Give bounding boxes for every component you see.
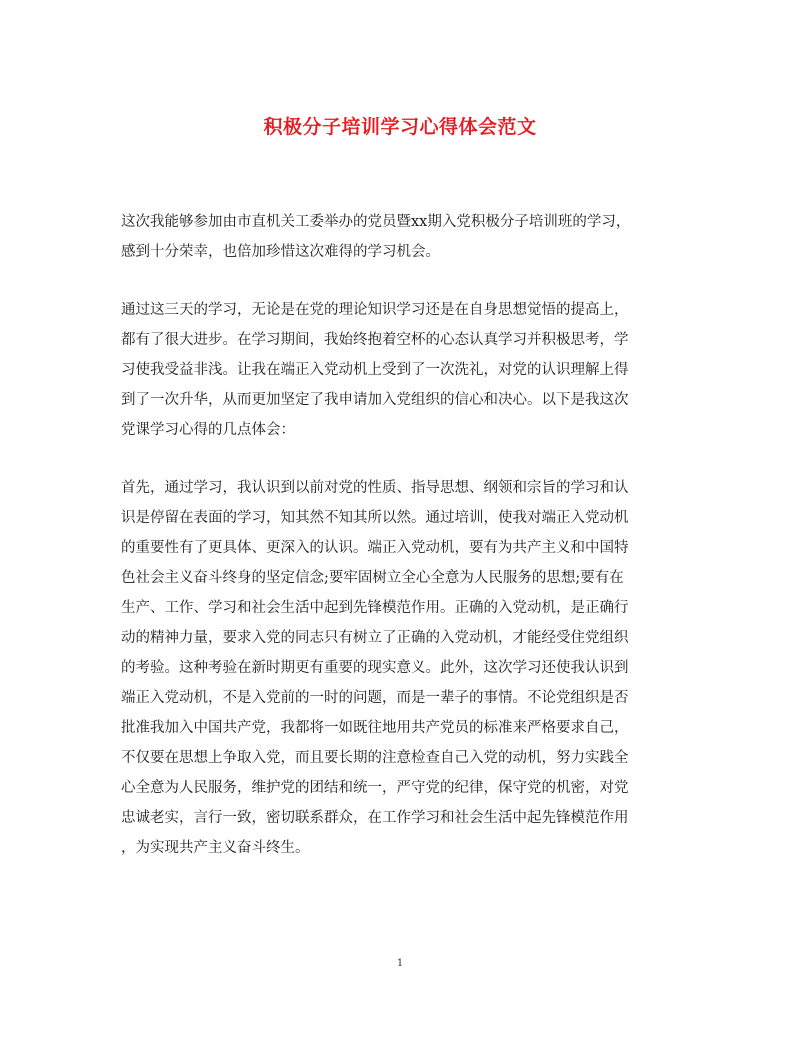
paragraph-line: 色社会主义奋斗终身的坚定信念;要牢固树立全心全意为人民服务的思想;要有在: [121, 570, 624, 586]
paragraph-line: 批准我加入中国共产党，我都将一如既往地用共产党员的标准来严格要求自己，: [121, 720, 629, 736]
paragraph-line: 端正入党动机，不是入党前的一时的问题，而是一辈子的事情。不论党组织是否: [121, 690, 629, 706]
paragraph-line: 的重要性有了更具体、更深入的认识。端正入党动机，要有为共产主义和中国特: [121, 540, 629, 556]
paragraph-line: 通过这三天的学习，无论是在党的理论知识学习还是在自身思想觉悟的提高上，: [121, 302, 629, 318]
paragraph-line: 不仅要在思想上争取入党，而且要长期的注意检查自己入党的动机，努力实践全: [121, 750, 629, 766]
paragraph-line: ，为实现共产主义奋斗终生。: [121, 840, 310, 856]
paragraph-line: 生产、工作、学习和社会生活中起到先锋模范作用。正确的入党动机，是正确行: [121, 600, 629, 616]
paragraph-line: 的考验。这种考验在新时期更有重要的现实意义。此外，这次学习还使我认识到: [121, 660, 629, 676]
paragraph-line: 心全意为人民服务，维护党的团结和统一，严守党的纪律，保守党的机密，对党: [121, 780, 629, 796]
paragraph-line: 习使我受益非浅。让我在端正入党动机上受到了一次洗礼，对党的认识理解上得: [121, 362, 629, 378]
paragraph-3: [121, 473, 681, 863]
paragraph-2: [121, 295, 681, 445]
paragraph-line: 都有了很大进步。在学习期间，我始终抱着空杯的心态认真学习并积极思考，学: [121, 332, 629, 348]
paragraph-line: 忠诚老实，言行一致，密切联系群众，在工作学习和社会生活中起先锋模范作用: [121, 810, 629, 826]
paragraph-line: 到了一次升华，从而更加坚定了我申请加入党组织的信心和决心。以下是我这次: [121, 392, 629, 408]
page-number: 1: [396, 958, 404, 969]
document-title: 积极分子培训学习心得体会范文: [263, 116, 537, 138]
paragraph-line: 党课学习心得的几点体会：: [121, 422, 295, 438]
paragraph-line: 感到十分荣幸，也倍加珍惜这次难得的学习机会。: [121, 244, 440, 260]
paragraph-line: 动的精神力量，要求入党的同志只有树立了正确的入党动机，才能经受住党组织: [121, 630, 629, 646]
paragraph-1: [121, 207, 681, 267]
paragraph-line: 首先，通过学习，我认识到以前对党的性质、指导思想、纲领和宗旨的学习和认: [121, 480, 629, 496]
paragraph-line: 识是停留在表面的学习，知其然不知其所以然。通过培训，使我对端正入党动机: [121, 510, 629, 526]
paragraph-line: 这次我能够参加由市直机关工委举办的党员暨xx期入党积极分子培训班的学习，: [121, 214, 631, 230]
